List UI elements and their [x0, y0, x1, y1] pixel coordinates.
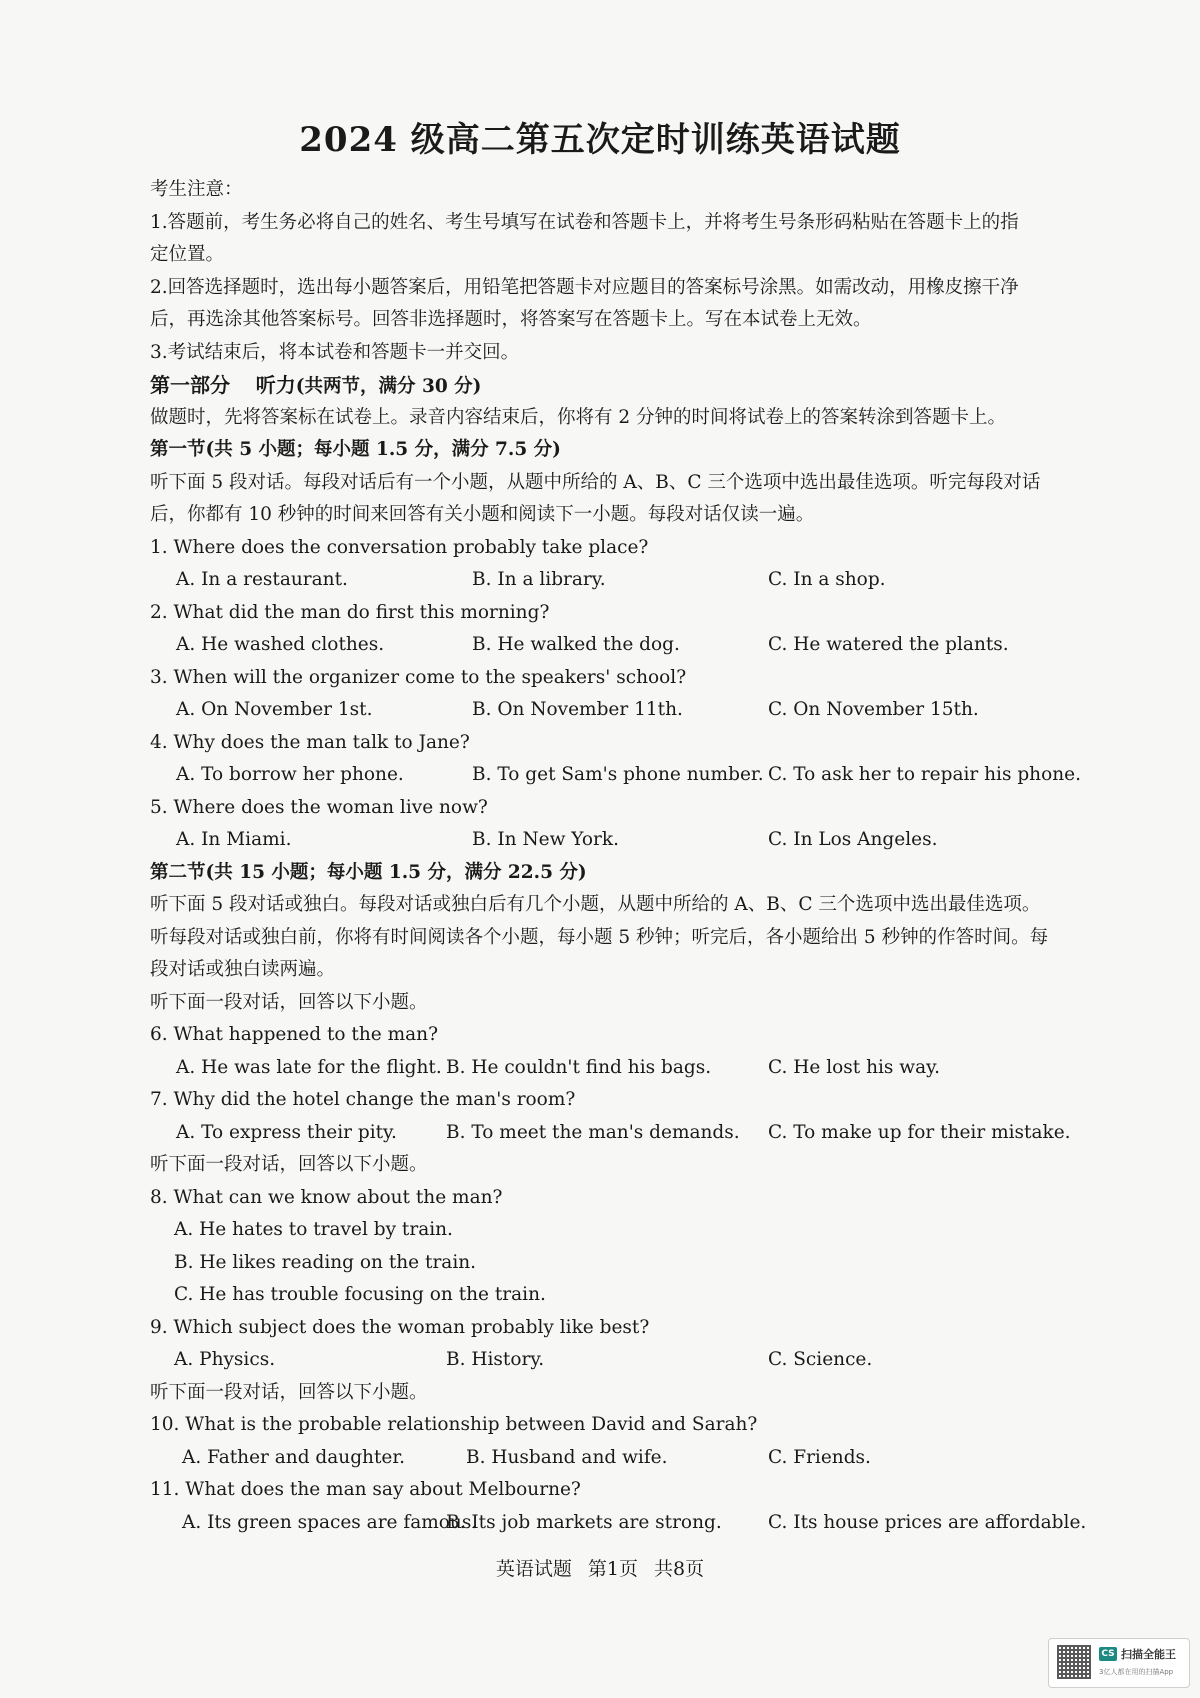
question-options: [150, 1344, 1130, 1377]
option-b: B. History.: [446, 1349, 545, 1370]
section2-heading: 第二节(共 15 小题；每小题 1.5 分，满分 22.5 分): [150, 861, 587, 883]
qr-code-icon: [1057, 1645, 1091, 1679]
scanner-app-name: 扫描全能王: [1121, 1648, 1176, 1661]
question-stem: 11. What does the man say about Melbourne?: [150, 1479, 581, 1500]
question-options: [150, 759, 1130, 792]
dialogue-group-label: 听下面一段对话，回答以下小题。: [150, 991, 428, 1013]
option-a: A. Father and daughter.: [182, 1446, 406, 1468]
option-c: C. In Los Angeles.: [768, 829, 938, 850]
question-stem: 2. What did the man do first this morning?: [150, 601, 550, 623]
part1-heading: [150, 369, 1130, 402]
option-b: B. He likes reading on the train.: [174, 1251, 477, 1273]
part1-name: 听力: [255, 373, 296, 397]
notice-line: 3.考试结束后，将本试卷和答题卡一并交回。: [150, 341, 520, 363]
question-stem: 4. Why does the man talk to Jane?: [150, 731, 470, 753]
question-stem: 8. What can we know about the man?: [150, 1186, 503, 1208]
option-a: A. To borrow her phone.: [176, 764, 404, 785]
option-b: B. He couldn't find his bags.: [446, 1056, 712, 1078]
option-c: C. To make up for their mistake.: [768, 1121, 1071, 1143]
option-a: A. He was late for the flight.: [176, 1056, 442, 1078]
section2-instruction: 听每段对话或独白前，你将有时间阅读各个小题，每小题 5 秒钟；听完后，各小题给出 5 秒钟的作答时间。每: [150, 926, 1049, 948]
option-b: B. To meet the man's demands.: [446, 1121, 740, 1143]
part1-detail: (共两节，满分 30 分): [295, 376, 482, 397]
question-stem: 6. What happened to the man?: [150, 1024, 439, 1045]
dialogue-group-label: 听下面一段对话，回答以下小题。: [150, 1154, 428, 1175]
option-c: C. He watered the plants.: [768, 634, 1009, 655]
question-stem: 1. Where does the conversation probably take place?: [150, 536, 649, 558]
option-b: B. To get Sam's phone number.: [472, 764, 764, 785]
question-stem: 9. Which subject does the woman probably like best?: [150, 1316, 650, 1338]
option-c: C. He lost his way.: [768, 1056, 941, 1078]
question-options: [150, 1507, 1130, 1540]
question-options: [150, 1052, 1130, 1085]
section2-instruction: 听下面 5 段对话或独白。每段对话或独白后有几个小题，从题中所给的 A、B、C 三个选项中选出最佳选项。: [150, 894, 1041, 915]
option-b: B. In New York.: [472, 829, 619, 850]
notice-line: 后，再选涂其他答案标号。回答非选择题时，将答案写在答题卡上。写在本试卷上无效。: [150, 309, 872, 330]
question-stem: 5. Where does the woman live now?: [150, 796, 488, 818]
scanner-watermark: [1048, 1638, 1190, 1688]
notice-heading: 考生注意：: [150, 179, 243, 200]
option-a: A. Physics.: [174, 1349, 276, 1370]
option-c: C. Its house prices are affordable.: [768, 1511, 1087, 1533]
section1-heading: 第一节(共 5 小题；每小题 1.5 分，满分 7.5 分): [150, 439, 561, 460]
option-a: A. In Miami.: [176, 829, 292, 850]
option-c: C. To ask her to repair his phone.: [768, 764, 1081, 785]
question-options: [150, 1117, 1130, 1150]
option-c: C. He has trouble focusing on the train.: [174, 1284, 546, 1305]
part1-instruction: 做题时，先将答案标在试卷上。录音内容结束后，你将有 2 分钟的时间将试卷上的答案转涂到答题卡上。: [150, 406, 1007, 428]
exam-content: [150, 174, 1130, 1539]
camscanner-logo-icon: CS: [1099, 1647, 1117, 1661]
option-a: A. Its green spaces are famous.: [182, 1511, 478, 1533]
section2-instruction: 段对话或独白读两遍。: [150, 959, 336, 980]
option-a: A. He hates to travel by train.: [174, 1219, 453, 1240]
option-b: B. Its job markets are strong.: [446, 1511, 722, 1533]
option-b: B. In a library.: [472, 569, 606, 590]
section1-instruction: 后，你都有 10 秒钟的时间来回答有关小题和阅读下一小题。每段对话仅读一遍。: [150, 504, 815, 525]
section1-instruction: 听下面 5 段对话。每段对话后有一个小题，从题中所给的 A、B、C 三个选项中选出最佳选项。听完每段对话: [150, 471, 1041, 493]
scanner-tagline: 3亿人都在用的扫描App: [1099, 1668, 1174, 1676]
notice-line: 1.答题前，考生务必将自己的姓名、考生号填写在试卷和答题卡上，并将考生号条形码粘贴在答题卡上的指: [150, 211, 1019, 233]
option-a: A. On November 1st.: [176, 699, 373, 720]
question-options: [150, 824, 1130, 857]
notice-line: 2.回答选择题时，选出每小题答案后，用铅笔把答题卡对应题目的答案标号涂黑。如需改动，用橡皮擦干净: [150, 276, 1019, 298]
part1-label: 第一部分: [150, 373, 230, 397]
question-options: [150, 1442, 1130, 1475]
page-footer: [0, 1554, 1200, 1581]
question-options: [150, 564, 1130, 597]
option-b: B. He walked the dog.: [472, 634, 680, 655]
notice-line: 定位置。: [150, 244, 225, 265]
option-c: C. Friends.: [768, 1446, 871, 1468]
footer-total: 共8页: [654, 1558, 705, 1580]
option-a: A. He washed clothes.: [176, 634, 385, 655]
option-b: B. On November 11th.: [472, 699, 683, 720]
footer-subject: 英语试题: [495, 1558, 572, 1580]
question-options: [150, 694, 1130, 727]
question-stem: 10. What is the probable relationship between David and Sarah?: [150, 1414, 758, 1435]
question-stem: 7. Why did the hotel change the man's room?: [150, 1089, 576, 1110]
question-stem: 3. When will the organizer come to the speakers' school?: [150, 666, 687, 688]
option-b: B. Husband and wife.: [466, 1446, 668, 1468]
option-a: A. To express their pity.: [176, 1121, 397, 1143]
option-c: C. In a shop.: [768, 569, 886, 590]
option-c: C. Science.: [768, 1349, 873, 1370]
option-a: A. In a restaurant.: [176, 569, 348, 590]
question-options: [150, 629, 1130, 662]
footer-page: 第1页: [587, 1558, 638, 1580]
dialogue-group-label: 听下面一段对话，回答以下小题。: [150, 1381, 428, 1403]
option-c: C. On November 15th.: [768, 699, 979, 720]
exam-title: 2024 级高二第五次定时训练英语试题: [299, 120, 901, 160]
